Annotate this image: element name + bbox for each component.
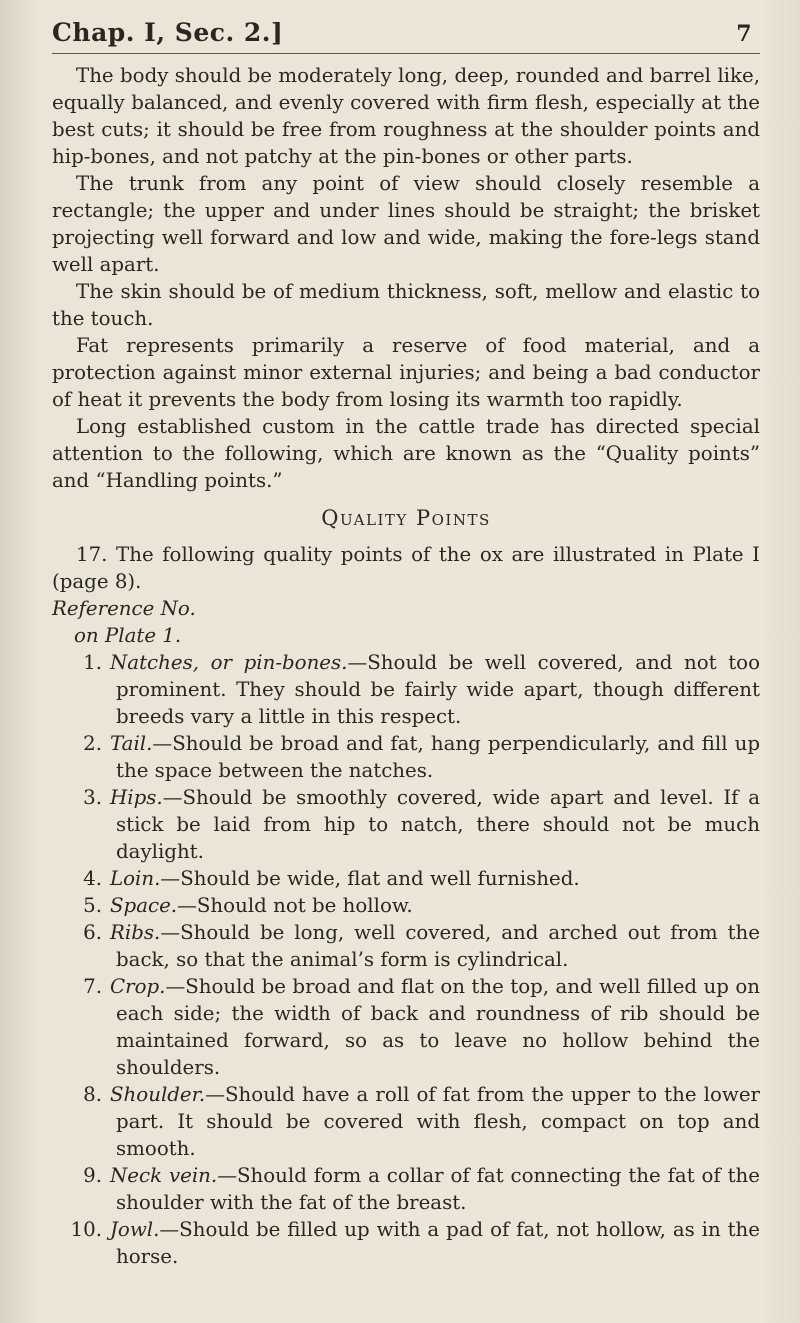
list-item: [52, 649, 760, 730]
item-description: —Should be long, well covered, and arched out from the back, so that the animal’s form is cylindrical.: [116, 921, 760, 971]
item-number: 1.: [83, 651, 102, 674]
item-description: —Should be smoothly covered, wide apart and level. If a stick be laid from hip to natch, there should not be much daylight.: [116, 786, 760, 863]
list-item: [52, 973, 760, 1081]
list-item: [52, 730, 760, 784]
section-intro: 17. The following quality points of the ox are illustrated in Plate I (page 8).: [52, 543, 760, 593]
quality-points-list: [52, 649, 760, 1270]
item-description: —Should be filled up with a pad of fat, not hollow, as in the horse.: [116, 1218, 760, 1268]
section-heading: Quality Points: [321, 506, 491, 530]
item-number: 10.: [70, 1218, 102, 1241]
item-term: Jowl.: [110, 1218, 160, 1241]
item-term: Space.: [110, 894, 178, 917]
item-number: 2.: [83, 732, 102, 755]
item-number: 6.: [83, 921, 102, 944]
item-number: 5.: [83, 894, 102, 917]
list-item: [52, 1081, 760, 1162]
item-number: 3.: [83, 786, 102, 809]
item-term: Hips.: [110, 786, 163, 809]
item-term: Neck vein.: [110, 1164, 218, 1187]
reference-subheading: on Plate 1.: [74, 624, 182, 647]
paragraph-trunk: The trunk from any point of view should closely resemble a rectangle; the upper and under lines should be straight; the brisket projecting well forward and low and wide, making the fore-legs stand well apart.: [52, 172, 760, 276]
item-term: Ribs.: [110, 921, 161, 944]
running-head: [52, 18, 760, 54]
page-number: 7: [736, 21, 752, 47]
item-term: Loin.: [110, 867, 161, 890]
list-item: [52, 865, 760, 892]
item-number: 4.: [83, 867, 102, 890]
paragraph-fat: Fat represents primarily a reserve of food material, and a protection against minor external injuries; and being a bad conductor of heat it prevents the body from losing its warmth too rapidly.: [52, 334, 760, 411]
paragraph-custom: Long established custom in the cattle trade has directed special attention to the following, which are known as the “Quality points” and “Handling points.”: [52, 415, 760, 492]
item-description: —Should be wide, flat and well furnished.: [160, 867, 580, 890]
item-number: 7.: [83, 975, 102, 998]
chapter-reference: Chap. I, Sec. 2.]: [52, 18, 284, 47]
list-item: [52, 784, 760, 865]
list-item: [52, 892, 760, 919]
item-term: Tail.: [110, 732, 153, 755]
item-number: 8.: [83, 1083, 102, 1106]
item-description: —Should be well covered, and not too prominent. They should be fairly wide apart, though different breeds vary a little in this respect.: [116, 651, 760, 728]
item-description: —Should have a roll of fat from the upper to the lower part. It should be covered with flesh, compact on top and smooth.: [116, 1083, 760, 1160]
item-term: Crop.: [110, 975, 166, 998]
item-description: —Should be broad and flat on the top, and well filled up on each side; the width of back and roundness of rib should be maintained forward, so as to leave no hollow behind the shoulders.: [116, 975, 760, 1079]
list-item: [52, 1162, 760, 1216]
list-item: [52, 919, 760, 973]
item-term: Shoulder.: [110, 1083, 206, 1106]
paragraph-skin: The skin should be of medium thickness, soft, mellow and elastic to the touch.: [52, 280, 760, 330]
reference-heading: Reference No.: [52, 597, 196, 620]
item-term: Natches, or pin-bones.: [110, 651, 348, 674]
list-item: [52, 1216, 760, 1270]
item-number: 9.: [83, 1164, 102, 1187]
paragraph-body: The body should be moderately long, deep, rounded and barrel like, equally balanced, and evenly covered with firm flesh, especially at the best cuts; it should be free from roughness at the shoulder points and hip-bones, and not patchy at the pin-bones or other parts.: [52, 64, 760, 168]
item-description: —Should be broad and fat, hang perpendicularly, and fill up the space between the natches.: [116, 732, 760, 782]
item-description: —Should form a collar of fat connecting the fat of the shoulder with the fat of the breast.: [116, 1164, 760, 1214]
item-description: —Should not be hollow.: [177, 894, 413, 917]
